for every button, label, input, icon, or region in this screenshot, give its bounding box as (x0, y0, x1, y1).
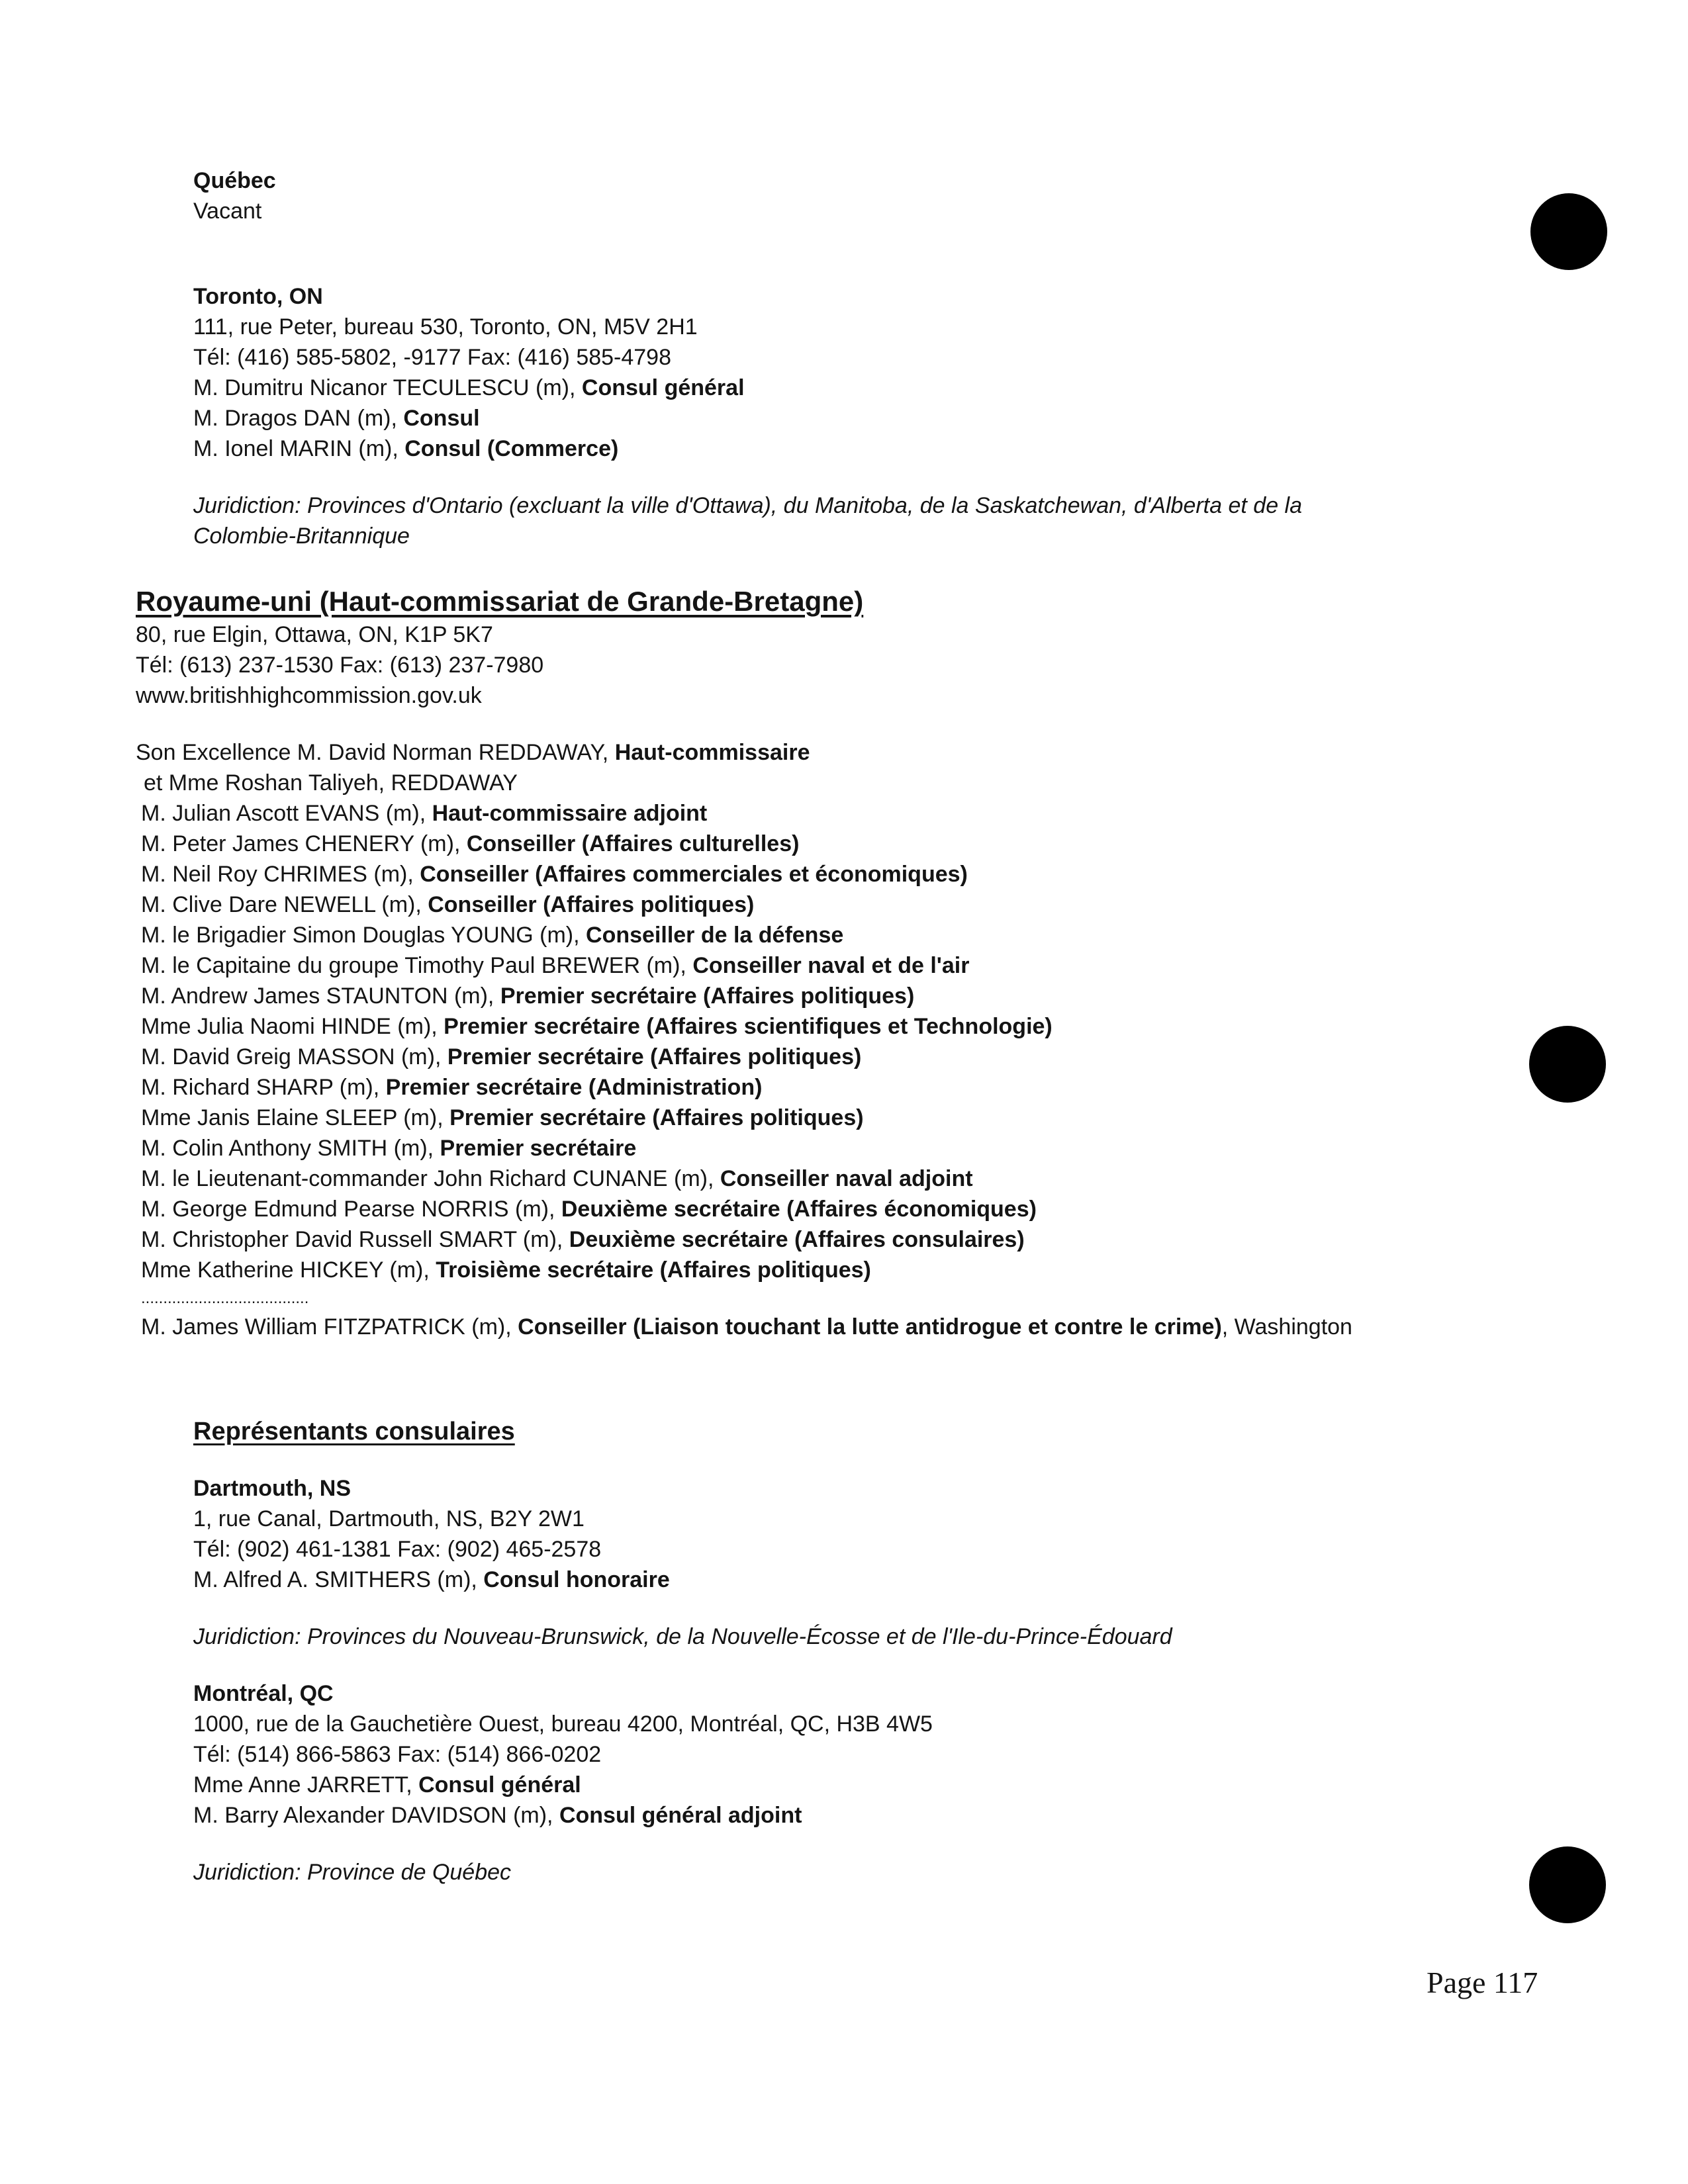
ambassador-name: Son Excellence M. David Norman REDDAWAY, (136, 740, 615, 765)
uk-section (136, 584, 1352, 1342)
staff-entry (193, 1565, 1172, 1595)
staff-title: Haut-commissaire adjoint (432, 801, 708, 826)
staff-entry (136, 889, 1352, 920)
staff-title: Premier secrétaire (Administration) (385, 1075, 763, 1100)
page-number: Page 117 (1427, 1966, 1538, 1999)
staff-name: Mme Janis Elaine SLEEP (m), (141, 1105, 450, 1130)
staff-title: Premier secrétaire (440, 1136, 637, 1161)
staff-name: M. Dragos DAN (m), (193, 406, 404, 431)
staff-entry (136, 829, 1352, 859)
staff-name: M. Colin Anthony SMITH (m), (141, 1136, 440, 1161)
staff-title: Consul général (418, 1772, 581, 1797)
staff-entry (136, 1163, 1352, 1194)
staff-name: Mme Julia Naomi HINDE (m), (141, 1014, 444, 1039)
staff-title: Deuxième secrétaire (Affaires consulaires) (569, 1227, 1025, 1252)
staff-name: M. Christopher David Russell SMART (m), (141, 1227, 569, 1252)
staff-title: Consul général adjoint (559, 1803, 802, 1828)
montreal-jurisdiction: Juridiction: Province de Québec (193, 1860, 512, 1885)
uk-phone: Tél: (613) 237-1530 Fax: (613) 237-7980 (136, 653, 544, 678)
montreal-title: Montréal, QC (193, 1681, 334, 1706)
staff-name: Mme Katherine HICKEY (m), (141, 1257, 436, 1283)
punch-hole-bottom (1529, 1846, 1606, 1923)
uk-heading: Royaume-uni (Haut-commissariat de Grande-Bretagne) (136, 586, 864, 617)
staff-title: Premier secrétaire (Affaires scientifiques et Technologie) (444, 1014, 1053, 1039)
staff-entry (136, 859, 1352, 889)
staff-title: Consul honoraire (483, 1567, 670, 1592)
spacer (193, 464, 1302, 490)
uk-address: 80, rue Elgin, Ottawa, ON, K1P 5K7 (136, 622, 493, 647)
ambassador-spouse: et Mme Roshan Taliyeh, REDDAWAY (144, 770, 518, 796)
staff-name: M. le Brigadier Simon Douglas YOUNG (m), (141, 923, 586, 948)
staff-entry (193, 1800, 1172, 1831)
staff-title: Consul (403, 406, 480, 431)
toronto-section (193, 281, 1302, 551)
staff-entry (136, 1103, 1352, 1133)
consular-heading: Représentants consulaires (193, 1418, 515, 1445)
staff-name: M. Barry Alexander DAVIDSON (m), (193, 1803, 559, 1828)
staff-name: M. Andrew James STAUNTON (m), (141, 983, 500, 1009)
staff-entry (193, 403, 1302, 433)
staff-title: Conseiller de la défense (586, 923, 844, 948)
staff-title: Troisième secrétaire (Affaires politiques) (436, 1257, 871, 1283)
staff-entry (136, 1255, 1352, 1285)
staff-entry (136, 1194, 1352, 1224)
ambassador-title: Haut-commissaire (614, 740, 810, 765)
toronto-title: Toronto, ON (193, 284, 323, 309)
montreal-address: 1000, rue de la Gauchetière Ouest, bureau 4200, Montréal, QC, H3B 4W5 (193, 1711, 933, 1737)
spacer (193, 1595, 1172, 1621)
staff-name: M. Dumitru Nicanor TECULESCU (m), (193, 375, 582, 400)
toronto-address: 111, rue Peter, bureau 530, Toronto, ON, M5V 2H1 (193, 314, 698, 340)
staff-title: Conseiller naval et de l'air (692, 953, 970, 978)
staff-name: M. Neil Roy CHRIMES (m), (141, 862, 420, 887)
staff-title: Consul général (581, 375, 745, 400)
staff-name: M. Clive Dare NEWELL (m), (141, 892, 428, 917)
staff-entry (136, 1042, 1352, 1072)
staff-entry (193, 433, 1302, 464)
staff-entry (136, 1133, 1352, 1163)
staff-title: Deuxième secrétaire (Affaires économiques) (561, 1197, 1037, 1222)
staff-title: Conseiller (Affaires commerciales et économiques) (420, 862, 968, 887)
staff-name: M. Peter James CHENERY (m), (141, 831, 467, 856)
staff-title: Conseiller (Affaires politiques) (428, 892, 755, 917)
consular-section (193, 1415, 1172, 1888)
staff-name: M. David Greig MASSON (m), (141, 1044, 447, 1069)
spacer (193, 1652, 1172, 1678)
staff-name: M. Alfred A. SMITHERS (m), (193, 1567, 484, 1592)
staff-entry (136, 950, 1352, 981)
toronto-jurisdiction-continued: Colombie-Britannique (193, 523, 410, 549)
staff-entry (136, 920, 1352, 950)
spacer (193, 1448, 1172, 1473)
dartmouth-phone: Tél: (902) 461-1381 Fax: (902) 465-2578 (193, 1537, 602, 1562)
staff-entry (136, 1072, 1352, 1103)
toronto-jurisdiction: Juridiction: Provinces d'Ontario (excluant la ville d'Ottawa), du Manitoba, de la Saskatchewan, d'Alberta et de la (193, 493, 1303, 518)
staff-entry (136, 798, 1352, 829)
staff-title: Premier secrétaire (Affaires politiques) (500, 983, 915, 1009)
uk-website: www.britishhighcommission.gov.uk (136, 683, 482, 708)
staff-name: M. le Capitaine du groupe Timothy Paul BREWER (m), (141, 953, 693, 978)
punch-hole-middle (1529, 1026, 1606, 1103)
staff-name: M. Richard SHARP (m), (141, 1075, 386, 1100)
staff-title: Consul (Commerce) (404, 436, 619, 461)
staff-title: Conseiller (Liaison touchant la lutte antidrogue et contre le crime) (518, 1314, 1222, 1340)
staff-title: Conseiller (Affaires culturelles) (466, 831, 800, 856)
staff-name: Mme Anne JARRETT, (193, 1772, 419, 1797)
staff-location: , Washington (1221, 1314, 1352, 1340)
montreal-phone: Tél: (514) 866-5863 Fax: (514) 866-0202 (193, 1742, 602, 1767)
staff-entry (136, 1011, 1352, 1042)
staff-name: M. Julian Ascott EVANS (m), (141, 801, 432, 826)
dartmouth-address: 1, rue Canal, Dartmouth, NS, B2Y 2W1 (193, 1506, 585, 1531)
staff-entry (136, 1224, 1352, 1255)
staff-name: M. Ionel MARIN (m), (193, 436, 405, 461)
staff-name: M. James William FITZPATRICK (m), (141, 1314, 518, 1340)
staff-entry (136, 981, 1352, 1011)
quebec-title: Québec (193, 168, 276, 193)
toronto-phone: Tél: (416) 585-5802, -9177 Fax: (416) 585-4798 (193, 345, 672, 370)
staff-title: Premier secrétaire (Affaires politiques) (447, 1044, 862, 1069)
spacer (136, 711, 1352, 737)
quebec-section (193, 165, 276, 226)
dartmouth-title: Dartmouth, NS (193, 1476, 351, 1501)
staff-name: M. George Edmund Pearse NORRIS (m), (141, 1197, 561, 1222)
quebec-status: Vacant (193, 199, 262, 224)
staff-entry (193, 1770, 1172, 1800)
staff-title: Premier secrétaire (Affaires politiques) (449, 1105, 864, 1130)
staff-name: M. le Lieutenant-commander John Richard CUNANE (m), (141, 1166, 720, 1191)
staff-title: Conseiller naval adjoint (720, 1166, 973, 1191)
staff-entry (193, 373, 1302, 403)
dartmouth-jurisdiction: Juridiction: Provinces du Nouveau-Brunswick, de la Nouvelle-Écosse et de l'Ile-du-Prince-Édouard (193, 1624, 1172, 1649)
nonresident-entry (136, 1312, 1352, 1342)
ambassador-entry (136, 737, 1352, 768)
separator-dots: ...................................... (141, 1289, 309, 1307)
spacer (193, 1831, 1172, 1857)
punch-hole-top (1530, 193, 1607, 270)
